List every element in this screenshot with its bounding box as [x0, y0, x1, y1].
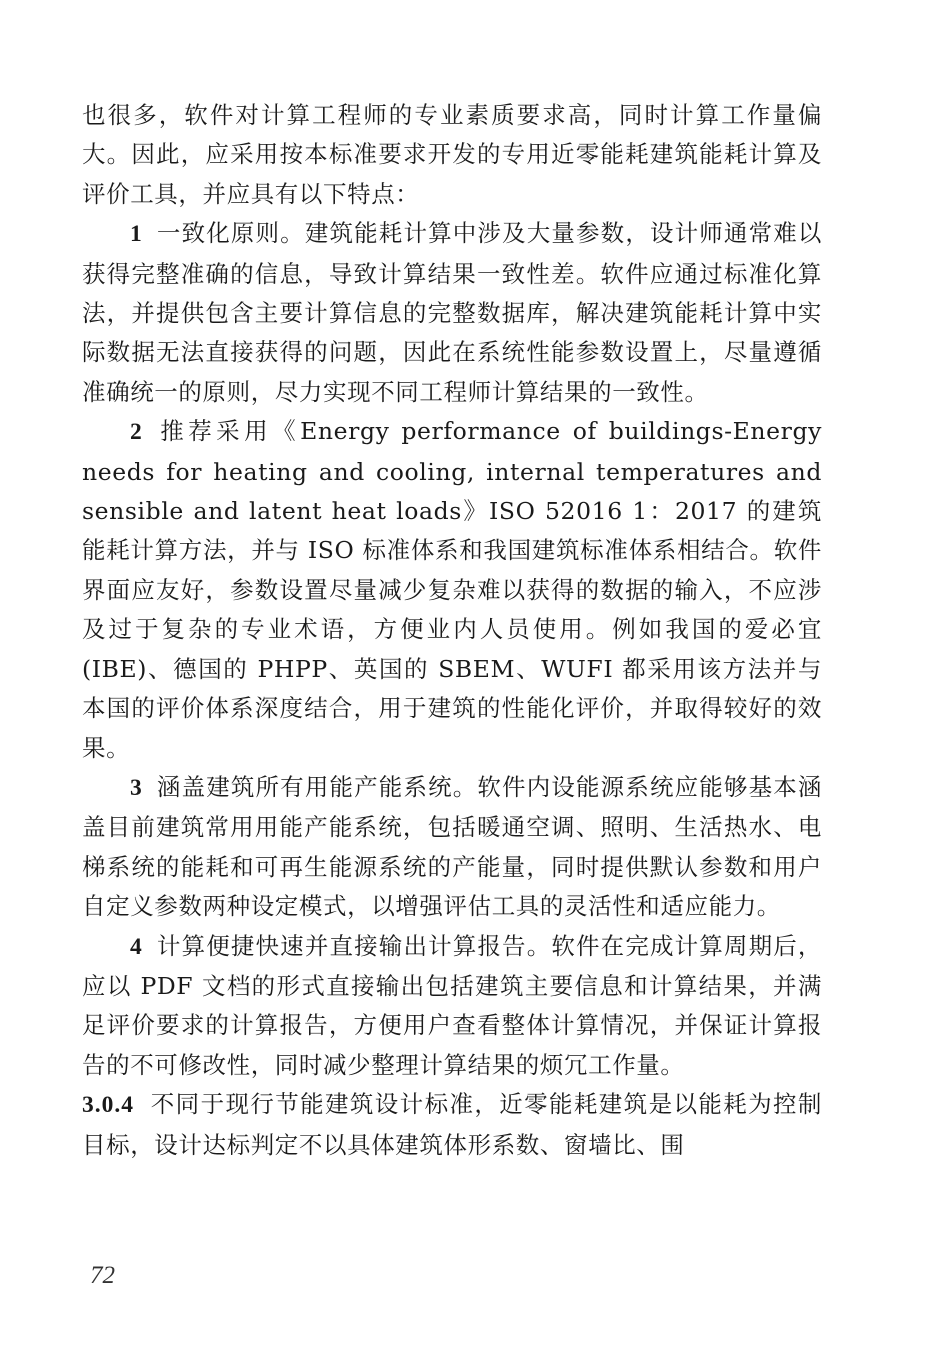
- list-item-text: 涵盖建筑所有用能产能系统。软件内设能源系统应能够基本涵盖目前建筑常用用能产能系统，包括暖通空调、照明、生活热水、电梯系统的能耗和可再生能源系统的产能量，同时提供默认参数和用户自定义参数两种设定模式，以增强评估工具的灵活性和适应能力。: [82, 772, 822, 921]
- section-number: 3.0.4: [82, 1092, 134, 1119]
- page-number: 72: [90, 1262, 115, 1289]
- list-item-4: [82, 927, 822, 1086]
- document-page: [82, 96, 822, 1165]
- paragraph-intro: 也很多，软件对计算工程师的专业素质要求高，同时计算工作量偏大。因此，应采用按本标准要求开发的专用近零能耗建筑能耗计算及评价工具，并应具有以下特点：: [82, 101, 822, 208]
- section-text: 不同于现行节能建筑设计标准，近零能耗建筑是以能耗为控制目标，设计达标判定不以具体建筑体形系数、窗墙比、围: [82, 1090, 822, 1159]
- list-item-text: 一致化原则。建筑能耗计算中涉及大量参数，设计师通常难以获得完整准确的信息，导致计算结果一致性差。软件应通过标准化算法，并提供包含主要计算信息的完整数据库，解决建筑能耗计算中实际数据无法直接获得的问题，因此在系统性能参数设置上，尽量遵循准确统一的原则，尽力实现不同工程师计算结果的一致性。: [82, 219, 822, 406]
- list-number: 2: [130, 419, 143, 446]
- list-item-3: [82, 768, 822, 927]
- list-item-text: 计算便捷快速并直接输出计算报告。软件在完成计算周期后，应以 PDF 文档的形式直接输出包括建筑主要信息和计算结果，并满足评价要求的计算报告，方便用户查看整体计算情况，并保证计算报告的不可修改性，同时减少整理计算结果的烦冗工作量。: [82, 931, 822, 1079]
- list-number: 3: [130, 774, 143, 801]
- list-number: 1: [130, 221, 143, 248]
- section-3-0-4: [82, 1085, 822, 1165]
- list-number: 4: [130, 933, 143, 960]
- list-item-1: [82, 214, 822, 412]
- list-item-text: 推荐采用《Energy performance of buildings-Energy needs for heating and cooling, internal temperatures and sensible and latent heat loads》ISO 52016 1：2017 的建筑能耗计算方法，并与 ISO 标准体系和我国建筑标准体系相结合。软件界面应友好，参数设置尽量减少复杂难以获得的数据的输入，不应涉及过于复杂的专业术语，方便业内人员使用。例如我国的爱必宜(IBE)、德国的 PHPP、英国的 SBEM、WUFI 都采用该方法并与本国的评价体系深度结合，用于建筑的性能化评价，并取得较好的效果。: [82, 417, 822, 762]
- list-item-2: [82, 412, 822, 768]
